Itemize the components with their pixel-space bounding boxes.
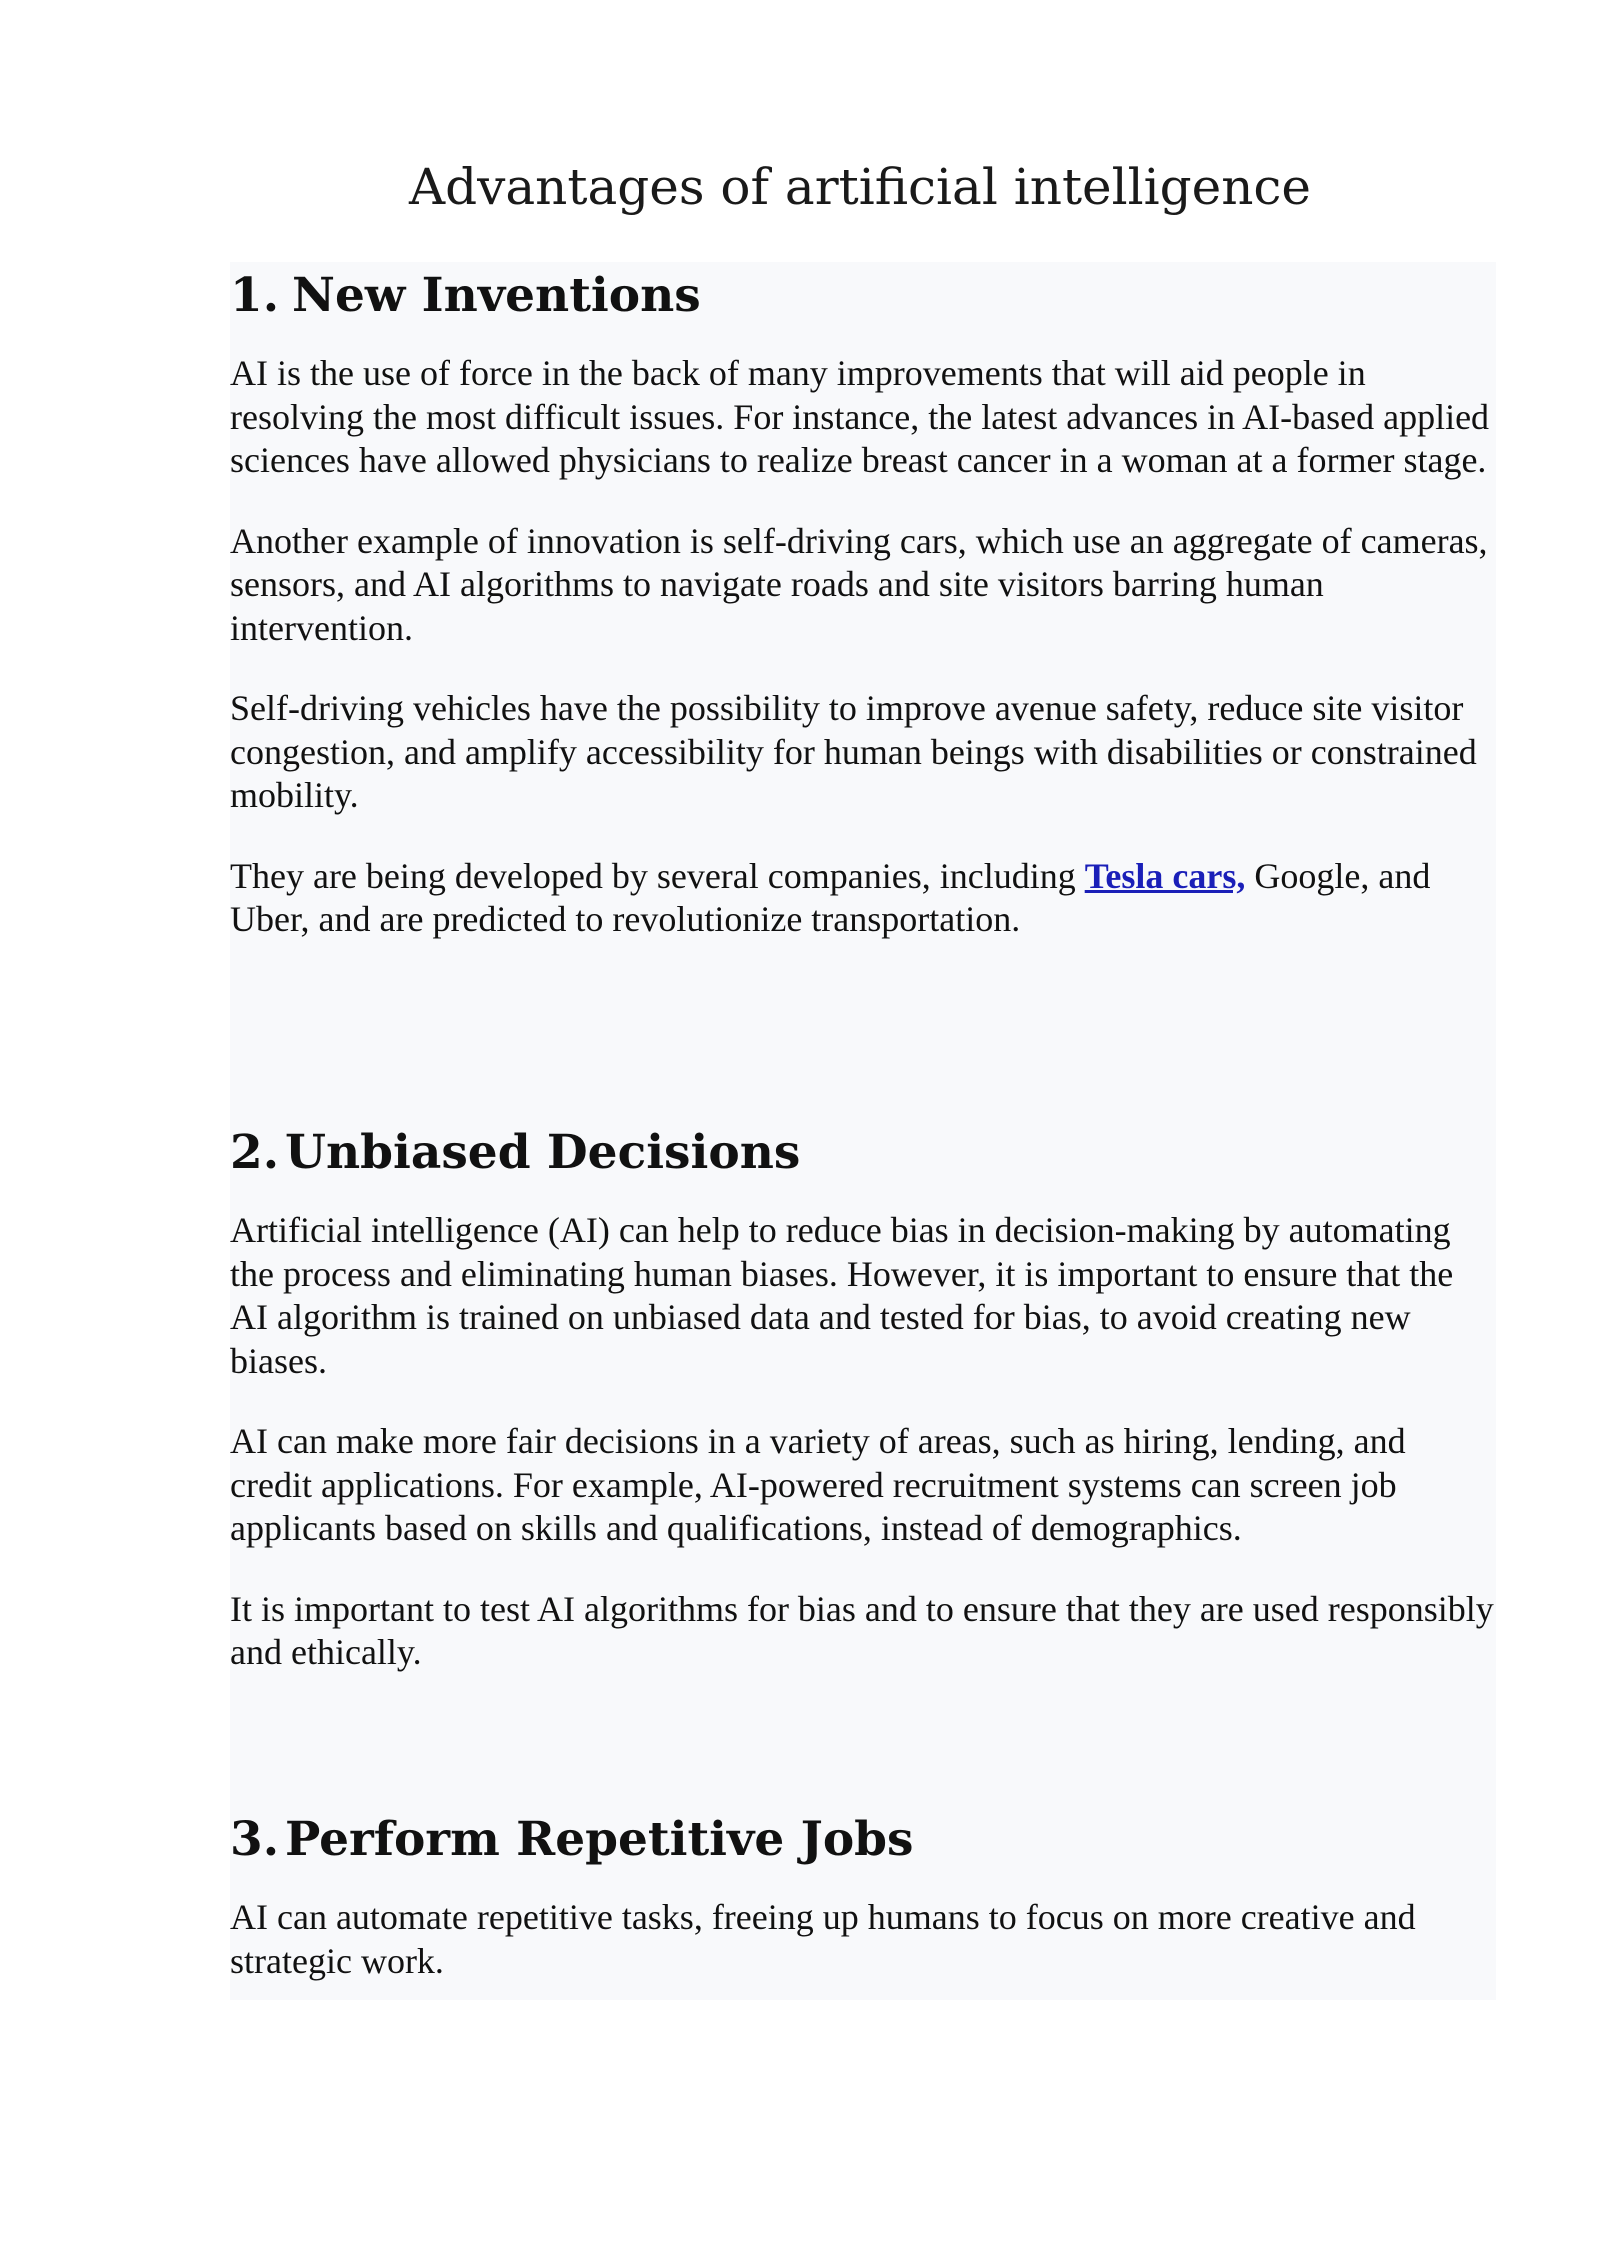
paragraph-text: They are being developed by several companies, including xyxy=(230,855,1085,896)
tesla-cars-link[interactable]: Tesla cars, xyxy=(1084,855,1246,896)
section-heading xyxy=(230,262,1496,330)
section-heading-text: Unbiased Decisions xyxy=(285,1125,801,1180)
section-heading-text: New Inventions xyxy=(292,268,701,323)
section-heading xyxy=(230,1119,1496,1187)
paragraph: Self-driving vehicles have the possibility to improve avenue safety, reduce site visitor congestion, and amplify accessibility for human beings with disabilities or constrained mobility. xyxy=(230,688,1477,815)
paragraph: AI is the use of force in the back of many improvements that will aid people in resolving the most difficult issues. For instance, the latest advances in AI-based applied sciences have allowed physicians to realize breast cancer in a woman at a former stage. xyxy=(230,353,1490,480)
section-number: 3. xyxy=(230,1812,280,1867)
paragraph: Artificial intelligence (AI) can help to reduce bias in decision-making by automating the process and eliminating human biases. However, it is important to ensure that the AI algorithm is trained on unbiased data and tested for bias, to avoid creating new biases. xyxy=(230,1210,1454,1381)
section-new-inventions xyxy=(230,262,1496,942)
section-heading-text: Perform Repetitive Jobs xyxy=(285,1812,914,1867)
section-perform-repetitive-jobs xyxy=(230,1806,1496,1983)
paragraph: It is important to test AI algorithms for bias and to ensure that they are used responsibly and ethically. xyxy=(230,1588,1494,1672)
paragraph: AI can make more fair decisions in a variety of areas, such as hiring, lending, and credit applications. For example, AI-powered recruitment systems can screen job applicants based on skills and qualifications, instead of demographics. xyxy=(230,1421,1406,1548)
section-unbiased-decisions xyxy=(230,1119,1496,1675)
paragraph: AI can automate repetitive tasks, freeing up humans to focus on more creative and strategic work. xyxy=(230,1897,1416,1981)
section-number: 1. xyxy=(230,268,280,323)
paragraph-text: Google, and Uber, and are predicted to revolutionize transportation. xyxy=(230,855,1431,939)
document-title: Advantages of artificial intelligence xyxy=(408,158,1311,216)
paragraph: Another example of innovation is self-driving cars, which use an aggregate of cameras, sensors, and AI algorithms to navigate roads and site visitors barring human intervention. xyxy=(230,520,1488,648)
section-number: 2. xyxy=(230,1125,280,1180)
paragraph-with-link xyxy=(230,855,1496,942)
section-heading xyxy=(230,1806,1496,1874)
